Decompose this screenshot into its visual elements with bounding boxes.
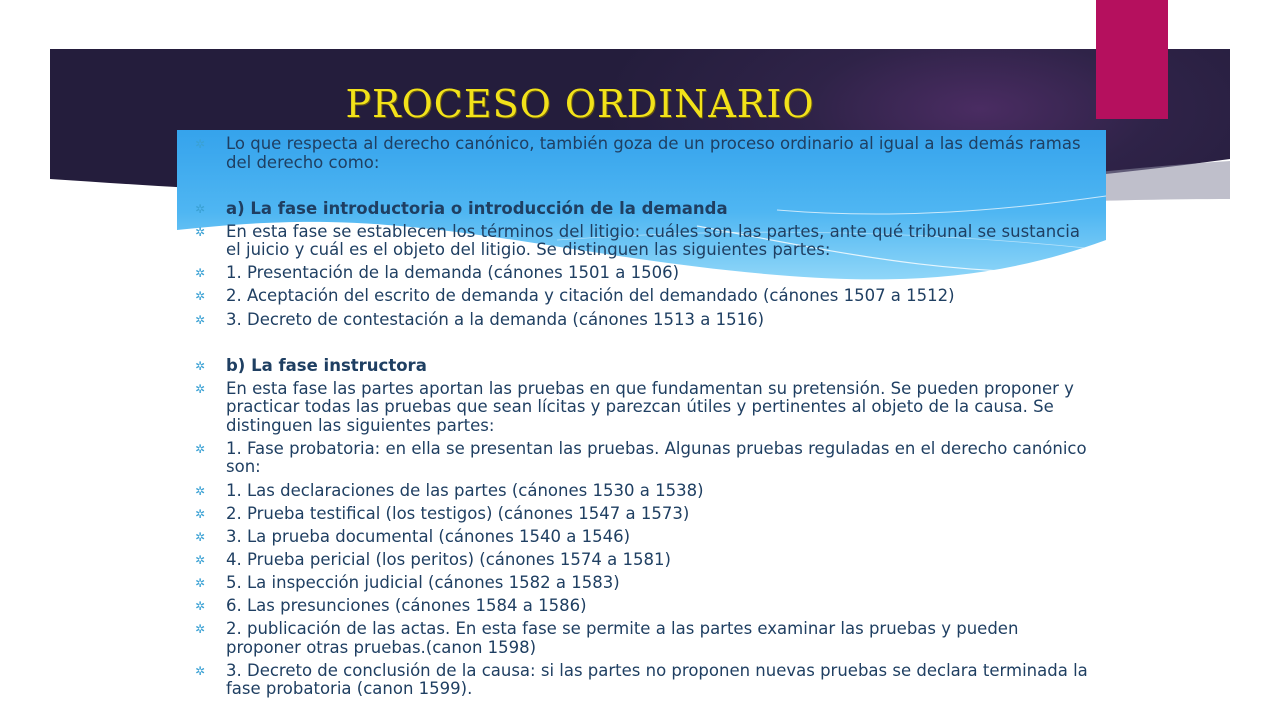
list-item	[195, 597, 1095, 616]
bullet-star-icon: ✲	[195, 552, 206, 567]
bullet-star-icon: ✲	[195, 312, 206, 327]
list-item	[195, 264, 1095, 283]
list-item-text: 6. Las presunciones (cánones 1584 a 1586)	[226, 596, 587, 615]
list-item	[195, 574, 1095, 593]
bullet-list	[195, 135, 1095, 703]
list-item-text: 3. Decreto de conclusión de la causa: si las partes no proponen nuevas pruebas se declara terminada la fase probatoria (canon 1599).	[226, 660, 1088, 699]
list-item	[195, 482, 1095, 501]
list-item-text: 2. Prueba testifical (los testigos) (cánones 1547 a 1573)	[226, 503, 690, 523]
list-item	[195, 311, 1095, 330]
list-item	[195, 551, 1095, 570]
list-item-text: Lo que respecta al derecho canónico, también goza de un proceso ordinario al igual a las demás ramas del derecho como:	[226, 134, 1081, 172]
bullet-star-icon: ✲	[195, 622, 206, 637]
bullet-star-icon: ✲	[195, 599, 206, 613]
list-item	[195, 200, 1095, 219]
list-item-text: b) La fase instructora	[226, 355, 427, 375]
bullet-star-icon: ✲	[195, 201, 206, 216]
list-item-text: 3. Decreto de contestación a la demanda (cánones 1513 a 1516)	[226, 309, 765, 329]
list-item	[195, 380, 1095, 436]
list-item-text: 5. La inspección judicial (cánones 1582 a 1583)	[226, 572, 620, 592]
bullet-star-icon: ✲	[195, 289, 206, 304]
bullet-star-icon: ✲	[195, 529, 206, 544]
bullet-star-icon: ✲	[195, 483, 206, 498]
bullet-star-icon: ✲	[195, 575, 206, 590]
bullet-star-icon: ✲	[195, 224, 206, 239]
list-item-text: 1. Presentación de la demanda (cánones 1501 a 1506)	[226, 263, 680, 283]
list-item-text: 4. Prueba pericial (los peritos) (cánones 1574 a 1581)	[226, 549, 671, 569]
bullet-star-icon: ✲	[195, 381, 206, 396]
list-item	[195, 505, 1095, 524]
list-item-text: 2. publicación de las actas. En esta fase se permite a las partes examinar las pruebas y pueden proponer otras pruebas.(canon 1598)	[226, 619, 1019, 657]
list-item	[195, 662, 1095, 699]
bullet-star-icon: ✲	[195, 358, 206, 373]
list-item-text: 3. La prueba documental (cánones 1540 a 1546)	[226, 526, 631, 546]
list-item	[195, 528, 1095, 547]
bullet-star-icon: ✲	[195, 266, 206, 281]
list-item-text: 1. Fase probatoria: en ella se presentan las pruebas. Algunas pruebas reguladas en el derecho canónico son:	[226, 438, 1087, 477]
list-spacer	[195, 177, 1095, 196]
list-item-text: En esta fase las partes aportan las pruebas en que fundamentan su pretensión. Se pueden proponer y practicar todas las pruebas que sean lícitas y parezcan útiles y pertinentes al objeto de la causa. Se distinguen las siguientes partes:	[226, 378, 1074, 435]
list-item-text: En esta fase se establecen los términos del litigio: cuáles son las partes, ante qué tribunal se sustancia el juicio y cuál es el objeto del litigio. Se distinguen las siguientes partes:	[226, 221, 1080, 260]
list-item-text: 2. Aceptación del escrito de demanda y citación del demandado (cánones 1507 a 1512)	[226, 286, 955, 306]
list-item-text: 1. Las declaraciones de las partes (cánones 1530 a 1538)	[226, 480, 704, 500]
list-item	[195, 287, 1095, 306]
bullet-star-icon: ✲	[195, 663, 206, 678]
list-item	[195, 357, 1095, 376]
list-item	[195, 620, 1095, 657]
list-item	[195, 440, 1095, 477]
list-spacer	[195, 334, 1095, 353]
list-item	[195, 135, 1095, 172]
slide-title: PROCESO ORDINARIO	[345, 82, 815, 126]
bullet-star-icon: ✲	[195, 137, 206, 151]
bullet-star-icon: ✲	[195, 441, 206, 456]
bullet-star-icon: ✲	[195, 506, 206, 521]
list-item-text: a) La fase introductoria o introducción de la demanda	[226, 198, 728, 218]
list-item	[195, 223, 1095, 260]
